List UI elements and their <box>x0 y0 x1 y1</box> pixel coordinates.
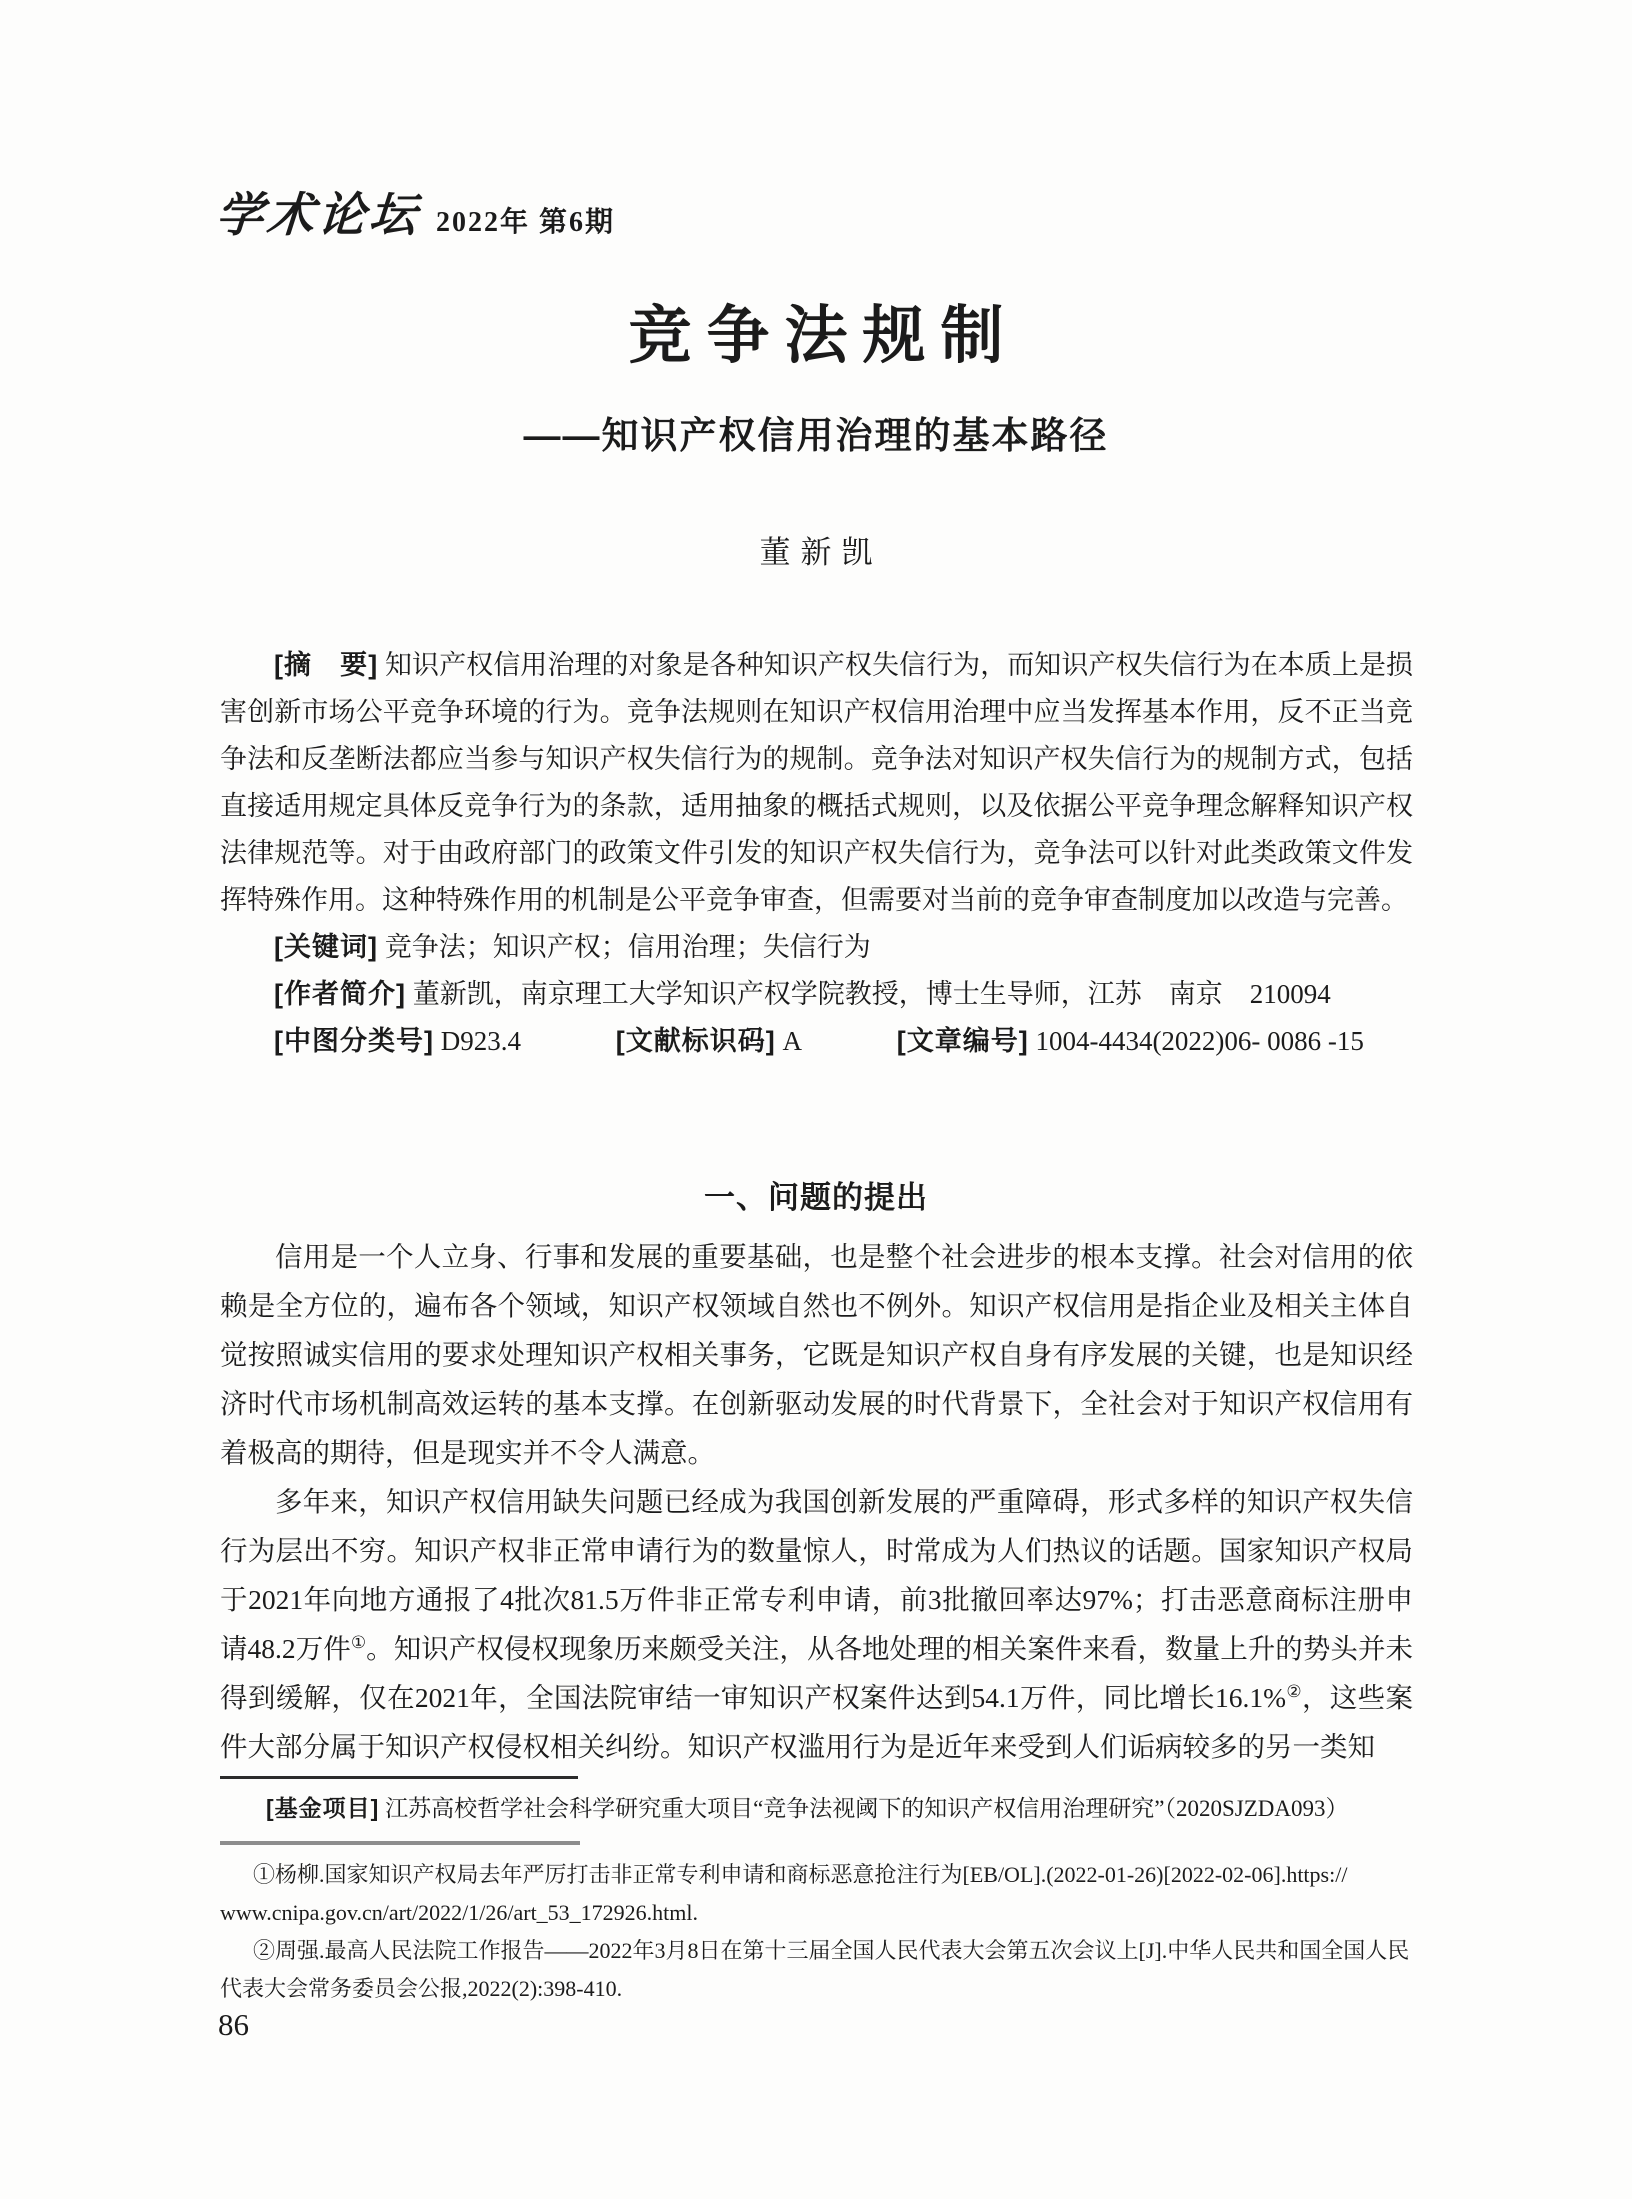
article-id-group <box>897 1026 1364 1056</box>
author-bio-label: [作者简介] <box>274 979 406 1009</box>
article-title: 竞争法规制 <box>628 301 1019 371</box>
author-bio-text: 董新凯，南京理工大学知识产权学院教授，博士生导师，江苏 南京 210094 <box>412 979 1331 1009</box>
fund-divider-rule <box>220 1776 578 1779</box>
fund-label: [基金项目] <box>266 1795 380 1821</box>
journal-issue: 2022年 第6期 <box>436 207 616 238</box>
article-id-label: [文章编号] <box>896 1026 1029 1056</box>
clc-value: D923.4 <box>440 1026 521 1056</box>
body-paragraphs <box>220 1232 1413 1771</box>
abstract-text: 知识产权信用治理的对象是各种知识产权失信行为，而知识产权失信行为在本质上是损害创新市场公平竞争环境的行为。竞争法规则在知识产权信用治理中应当发挥基本作用，反不正当竞争法和反垄断法都应当参与知识产权失信行为的规制。竞争法对知识产权失信行为的规制方式，包括直接适用规定具体反竞争行为的条款，适用抽象的概括式规则，以及依据公平竞争理念解释知识产权法律规范等。对于由政府部门的政策文件引发的知识产权失信行为，竞争法可以针对此类政策文件发挥特殊作用。这种特殊作用的机制是公平竞争审查，但需要对当前的竞争审查制度加以改造与完善。 <box>220 650 1414 915</box>
author-bio-line <box>220 971 1413 1018</box>
classification-line <box>220 1018 1413 1065</box>
abstract-label: [摘 要] <box>274 650 379 680</box>
keywords-text: 竞争法；知识产权；信用治理；失信行为 <box>384 932 871 962</box>
journal-logo: 学术论坛 <box>214 188 422 243</box>
footnote-marker: ② <box>1285 1681 1302 1701</box>
fund-text: 江苏高校哲学社会科学研究重大项目“竞争法视阈下的知识产权信用治理研究”（2020SJZDA093） <box>385 1796 1349 1821</box>
body-paragraph: 信用是一个人立身、行事和发展的重要基础，也是整个社会进步的根本支撑。社会对信用的依赖是全方位的，遍布各个领域，知识产权领域自然也不例外。知识产权信用是指企业及相关主体自觉按照诚实信用的要求处理知识产权相关事务，它既是知识产权自身有序发展的关键，也是知识经济时代市场机制高效运转的基本支撑。在创新驱动发展的时代背景下，全社会对于知识产权信用有着极高的期待，但是现实并不令人满意。 <box>220 1241 1413 1468</box>
page-number: 86 <box>218 2007 249 2042</box>
footnote-line: 代表大会常务委员会公报,2022(2):398-410. <box>220 1976 623 2001</box>
clc-group <box>274 1026 521 1056</box>
footnote-marker: ① <box>350 1632 367 1652</box>
footnote-divider-rule <box>220 1841 580 1845</box>
footnote-line: ①杨柳.国家知识产权局去年严厉打击非正常专利申请和商标恶意抢注行为[EB/OL].(2022-01-26)[2022-02-06].https:// <box>253 1862 1348 1887</box>
doc-code-value: A <box>782 1026 802 1056</box>
section-heading: 一、问题的提出 <box>704 1180 928 1215</box>
body-paragraph: 多年来，知识产权信用缺失问题已经成为我国创新发展的严重障碍，形式多样的知识产权失信行为层出不穷。知识产权非正常申请行为的数量惊人，时常成为人们热议的话题。国家知识产权局于2021年向地方通报了4批次81.5万件非正常专利申请，前3批撤回率达97%；打击恶意商标注册申请48.2万件①。知识产权侵权现象历来颇受关注，从各地处理的相关案件来看，数量上升的势头并未得到缓解，仅在2021年，全国法院审结一审知识产权案件达到54.1万件，同比增长16.1%②，这些案件大部分属于知识产权侵权相关纠纷。知识产权滥用行为是近年来受到人们诟病较多的另一类知 <box>220 1486 1413 1762</box>
journal-header <box>216 190 615 242</box>
article-id-value: 1004-4434(2022)06- 0086 -15 <box>1035 1026 1364 1056</box>
footnote-line: www.cnipa.gov.cn/art/2022/1/26/art_53_172926.html. <box>220 1900 699 1925</box>
abstract-paragraph <box>220 642 1413 924</box>
keywords-label: [关键词] <box>274 932 378 962</box>
clc-label: [中图分类号] <box>274 1026 434 1056</box>
footnote-line: ②周强.最高人民法院工作报告——2022年3月8日在第十三届全国人民代表大会第五次会议上[J].中华人民共和国全国人民 <box>253 1938 1410 1963</box>
keywords-line <box>220 924 1413 971</box>
doc-code-label: [文献标识码] <box>615 1026 776 1056</box>
doc-code-group <box>616 1026 802 1056</box>
author-name: 董新凯 <box>759 535 883 570</box>
footnotes <box>220 1856 1413 2008</box>
meta-block <box>220 642 1413 1065</box>
article-subtitle: ——知识产权信用治理的基本路径 <box>523 415 1109 456</box>
fund-note-line <box>220 1788 1413 1829</box>
